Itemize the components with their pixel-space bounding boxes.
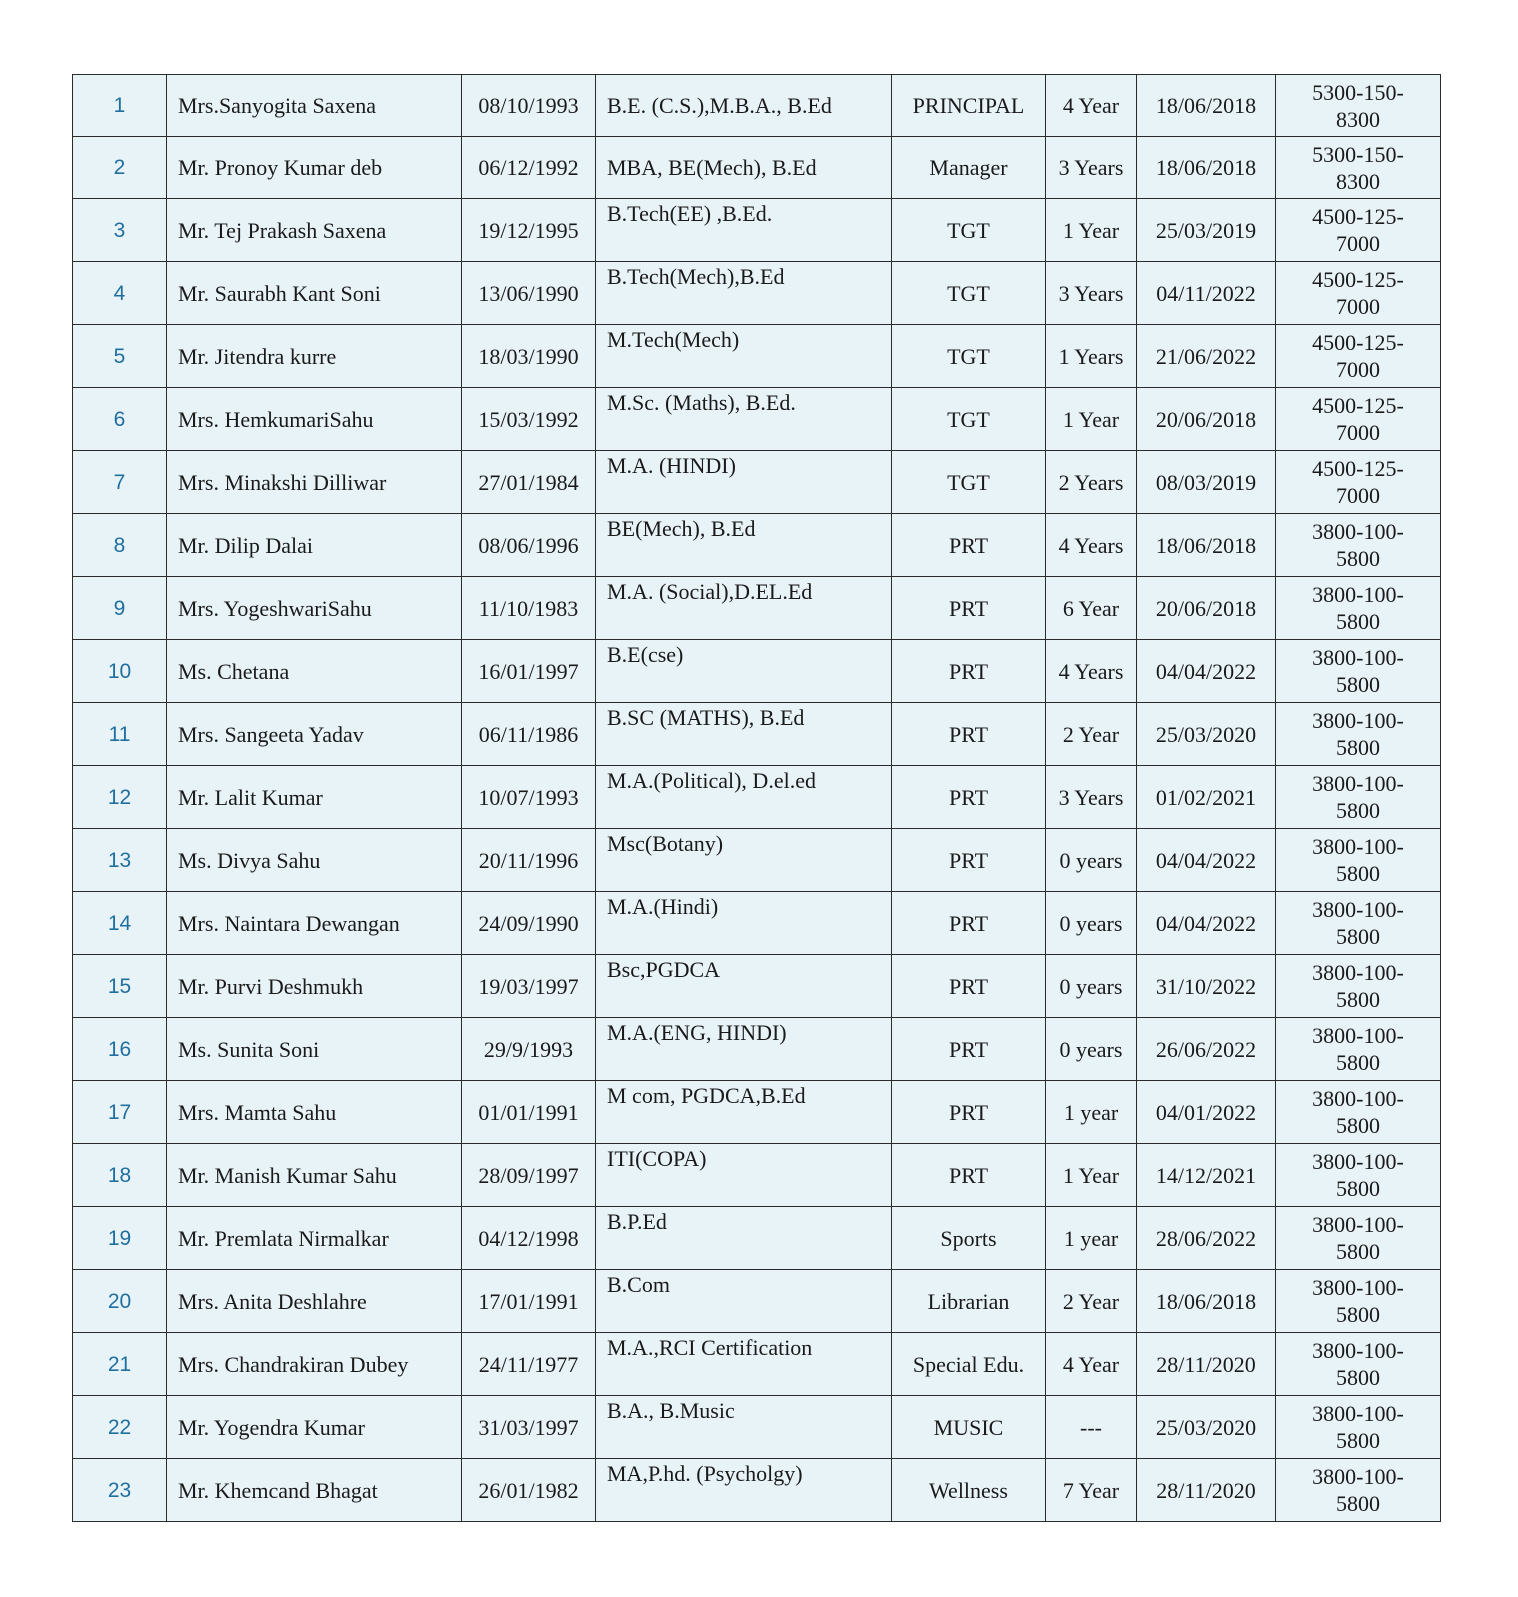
- serial-number-cell: 17: [73, 1081, 167, 1144]
- serial-number-cell: 5: [73, 325, 167, 388]
- qualification-cell: B.P.Ed: [596, 1207, 892, 1270]
- designation-cell: PRT: [892, 577, 1046, 640]
- experience-cell: 4 Years: [1046, 514, 1137, 577]
- staff-table-body: [73, 75, 1441, 1522]
- experience-cell: 1 Year: [1046, 1144, 1137, 1207]
- serial-number-cell: 7: [73, 451, 167, 514]
- pay-scale-cell: 4500-125-7000: [1276, 451, 1441, 514]
- pay-scale-cell: 5300-150-8300: [1276, 137, 1441, 199]
- pay-scale-cell: 3800-100-5800: [1276, 955, 1441, 1018]
- table-row: [73, 262, 1441, 325]
- designation-cell: TGT: [892, 388, 1046, 451]
- experience-cell: 1 year: [1046, 1207, 1137, 1270]
- designation-cell: Librarian: [892, 1270, 1046, 1333]
- pay-scale-cell: 3800-100-5800: [1276, 1270, 1441, 1333]
- joining-date-cell: 04/04/2022: [1137, 892, 1276, 955]
- pay-scale-cell: 4500-125-7000: [1276, 262, 1441, 325]
- experience-cell: 0 years: [1046, 955, 1137, 1018]
- experience-cell: 0 years: [1046, 1018, 1137, 1081]
- serial-number-cell: 8: [73, 514, 167, 577]
- joining-date-cell: 20/06/2018: [1137, 388, 1276, 451]
- serial-number-cell: 11: [73, 703, 167, 766]
- date-of-birth-cell: 24/09/1990: [462, 892, 596, 955]
- pay-scale-cell: 3800-100-5800: [1276, 829, 1441, 892]
- staff-name-cell: Mrs. Anita Deshlahre: [167, 1270, 462, 1333]
- staff-name-cell: Mrs. HemkumariSahu: [167, 388, 462, 451]
- joining-date-cell: 26/06/2022: [1137, 1018, 1276, 1081]
- pay-scale-cell: 3800-100-5800: [1276, 1207, 1441, 1270]
- experience-cell: 0 years: [1046, 829, 1137, 892]
- table-row: [73, 1018, 1441, 1081]
- serial-number-cell: 2: [73, 137, 167, 199]
- staff-name-cell: Mr. Tej Prakash Saxena: [167, 199, 462, 262]
- date-of-birth-cell: 08/06/1996: [462, 514, 596, 577]
- experience-cell: 6 Year: [1046, 577, 1137, 640]
- date-of-birth-cell: 06/12/1992: [462, 137, 596, 199]
- pay-scale-cell: 4500-125-7000: [1276, 325, 1441, 388]
- joining-date-cell: 04/04/2022: [1137, 829, 1276, 892]
- table-row: [73, 325, 1441, 388]
- serial-number-cell: 21: [73, 1333, 167, 1396]
- staff-name-cell: Mrs. Minakshi Dilliwar: [167, 451, 462, 514]
- pay-scale-cell: 3800-100-5800: [1276, 1396, 1441, 1459]
- experience-cell: 1 year: [1046, 1081, 1137, 1144]
- designation-cell: PRT: [892, 640, 1046, 703]
- staff-name-cell: Mr. Premlata Nirmalkar: [167, 1207, 462, 1270]
- staff-name-cell: Mrs. YogeshwariSahu: [167, 577, 462, 640]
- qualification-cell: Bsc,PGDCA: [596, 955, 892, 1018]
- table-row: [73, 1459, 1441, 1522]
- staff-name-cell: Mr. Pronoy Kumar deb: [167, 137, 462, 199]
- qualification-cell: M.A. (HINDI): [596, 451, 892, 514]
- date-of-birth-cell: 26/01/1982: [462, 1459, 596, 1522]
- joining-date-cell: 25/03/2020: [1137, 1396, 1276, 1459]
- serial-number-cell: 19: [73, 1207, 167, 1270]
- table-row: [73, 1396, 1441, 1459]
- designation-cell: TGT: [892, 262, 1046, 325]
- qualification-cell: MA,P.hd. (Psycholgy): [596, 1459, 892, 1522]
- qualification-cell: M.A. (Social),D.EL.Ed: [596, 577, 892, 640]
- staff-name-cell: Ms. Sunita Soni: [167, 1018, 462, 1081]
- experience-cell: 3 Years: [1046, 137, 1137, 199]
- experience-cell: 4 Year: [1046, 1333, 1137, 1396]
- joining-date-cell: 08/03/2019: [1137, 451, 1276, 514]
- staff-name-cell: Mr. Lalit Kumar: [167, 766, 462, 829]
- staff-name-cell: Mr. Saurabh Kant Soni: [167, 262, 462, 325]
- qualification-cell: B.Com: [596, 1270, 892, 1333]
- qualification-cell: M.A.(Political), D.el.ed: [596, 766, 892, 829]
- table-row: [73, 577, 1441, 640]
- table-row: [73, 75, 1441, 137]
- experience-cell: 2 Years: [1046, 451, 1137, 514]
- staff-name-cell: Mrs. Chandrakiran Dubey: [167, 1333, 462, 1396]
- joining-date-cell: 25/03/2019: [1137, 199, 1276, 262]
- staff-name-cell: Mrs. Naintara Dewangan: [167, 892, 462, 955]
- joining-date-cell: 04/01/2022: [1137, 1081, 1276, 1144]
- designation-cell: TGT: [892, 451, 1046, 514]
- date-of-birth-cell: 31/03/1997: [462, 1396, 596, 1459]
- joining-date-cell: 04/11/2022: [1137, 262, 1276, 325]
- designation-cell: PRT: [892, 514, 1046, 577]
- serial-number-cell: 9: [73, 577, 167, 640]
- date-of-birth-cell: 15/03/1992: [462, 388, 596, 451]
- qualification-cell: B.SC (MATHS), B.Ed: [596, 703, 892, 766]
- staff-table: [72, 74, 1441, 1522]
- designation-cell: PRT: [892, 829, 1046, 892]
- table-row: [73, 703, 1441, 766]
- designation-cell: Sports: [892, 1207, 1046, 1270]
- date-of-birth-cell: 18/03/1990: [462, 325, 596, 388]
- designation-cell: Special Edu.: [892, 1333, 1046, 1396]
- staff-name-cell: Ms. Divya Sahu: [167, 829, 462, 892]
- qualification-cell: M.A.(ENG, HINDI): [596, 1018, 892, 1081]
- serial-number-cell: 1: [73, 75, 167, 137]
- qualification-cell: M.Sc. (Maths), B.Ed.: [596, 388, 892, 451]
- qualification-cell: B.Tech(EE) ,B.Ed.: [596, 199, 892, 262]
- staff-name-cell: Mr. Dilip Dalai: [167, 514, 462, 577]
- staff-name-cell: Mrs.Sanyogita Saxena: [167, 75, 462, 137]
- date-of-birth-cell: 28/09/1997: [462, 1144, 596, 1207]
- qualification-cell: M.A.,RCI Certification: [596, 1333, 892, 1396]
- date-of-birth-cell: 06/11/1986: [462, 703, 596, 766]
- staff-name-cell: Mr. Purvi Deshmukh: [167, 955, 462, 1018]
- date-of-birth-cell: 08/10/1993: [462, 75, 596, 137]
- qualification-cell: B.A., B.Music: [596, 1396, 892, 1459]
- qualification-cell: M.Tech(Mech): [596, 325, 892, 388]
- table-row: [73, 1144, 1441, 1207]
- joining-date-cell: 28/11/2020: [1137, 1333, 1276, 1396]
- staff-name-cell: Ms. Chetana: [167, 640, 462, 703]
- joining-date-cell: 28/11/2020: [1137, 1459, 1276, 1522]
- table-row: [73, 1081, 1441, 1144]
- joining-date-cell: 14/12/2021: [1137, 1144, 1276, 1207]
- designation-cell: PRT: [892, 892, 1046, 955]
- serial-number-cell: 4: [73, 262, 167, 325]
- qualification-cell: MBA, BE(Mech), B.Ed: [596, 137, 892, 199]
- designation-cell: PRT: [892, 1018, 1046, 1081]
- pay-scale-cell: 3800-100-5800: [1276, 640, 1441, 703]
- date-of-birth-cell: 20/11/1996: [462, 829, 596, 892]
- staff-name-cell: Mr. Jitendra kurre: [167, 325, 462, 388]
- experience-cell: 3 Years: [1046, 262, 1137, 325]
- pay-scale-cell: 3800-100-5800: [1276, 1333, 1441, 1396]
- pay-scale-cell: 3800-100-5800: [1276, 703, 1441, 766]
- date-of-birth-cell: 01/01/1991: [462, 1081, 596, 1144]
- experience-cell: 1 Years: [1046, 325, 1137, 388]
- experience-cell: 4 Year: [1046, 75, 1137, 137]
- date-of-birth-cell: 19/12/1995: [462, 199, 596, 262]
- serial-number-cell: 16: [73, 1018, 167, 1081]
- joining-date-cell: 18/06/2018: [1137, 1270, 1276, 1333]
- designation-cell: MUSIC: [892, 1396, 1046, 1459]
- experience-cell: 4 Years: [1046, 640, 1137, 703]
- table-row: [73, 1207, 1441, 1270]
- experience-cell: 3 Years: [1046, 766, 1137, 829]
- pay-scale-cell: 3800-100-5800: [1276, 577, 1441, 640]
- experience-cell: 1 Year: [1046, 199, 1137, 262]
- experience-cell: ---: [1046, 1396, 1137, 1459]
- pay-scale-cell: 3800-100-5800: [1276, 892, 1441, 955]
- designation-cell: PRT: [892, 955, 1046, 1018]
- date-of-birth-cell: 04/12/1998: [462, 1207, 596, 1270]
- joining-date-cell: 31/10/2022: [1137, 955, 1276, 1018]
- pay-scale-cell: 3800-100-5800: [1276, 1459, 1441, 1522]
- staff-name-cell: Mr. Khemcand Bhagat: [167, 1459, 462, 1522]
- joining-date-cell: 20/06/2018: [1137, 577, 1276, 640]
- experience-cell: 2 Year: [1046, 1270, 1137, 1333]
- pay-scale-cell: 5300-150-8300: [1276, 75, 1441, 137]
- joining-date-cell: 04/04/2022: [1137, 640, 1276, 703]
- serial-number-cell: 10: [73, 640, 167, 703]
- pay-scale-cell: 3800-100-5800: [1276, 1018, 1441, 1081]
- joining-date-cell: 01/02/2021: [1137, 766, 1276, 829]
- staff-name-cell: Mr. Yogendra Kumar: [167, 1396, 462, 1459]
- qualification-cell: M.A.(Hindi): [596, 892, 892, 955]
- designation-cell: Manager: [892, 137, 1046, 199]
- serial-number-cell: 20: [73, 1270, 167, 1333]
- designation-cell: PRT: [892, 1081, 1046, 1144]
- designation-cell: PRINCIPAL: [892, 75, 1046, 137]
- serial-number-cell: 14: [73, 892, 167, 955]
- designation-cell: PRT: [892, 703, 1046, 766]
- table-row: [73, 829, 1441, 892]
- experience-cell: 2 Year: [1046, 703, 1137, 766]
- qualification-cell: ITI(COPA): [596, 1144, 892, 1207]
- date-of-birth-cell: 13/06/1990: [462, 262, 596, 325]
- table-row: [73, 451, 1441, 514]
- serial-number-cell: 3: [73, 199, 167, 262]
- date-of-birth-cell: 10/07/1993: [462, 766, 596, 829]
- qualification-cell: BE(Mech), B.Ed: [596, 514, 892, 577]
- serial-number-cell: 18: [73, 1144, 167, 1207]
- date-of-birth-cell: 11/10/1983: [462, 577, 596, 640]
- experience-cell: 0 years: [1046, 892, 1137, 955]
- table-row: [73, 137, 1441, 199]
- serial-number-cell: 22: [73, 1396, 167, 1459]
- date-of-birth-cell: 16/01/1997: [462, 640, 596, 703]
- staff-name-cell: Mrs. Mamta Sahu: [167, 1081, 462, 1144]
- experience-cell: 7 Year: [1046, 1459, 1137, 1522]
- serial-number-cell: 12: [73, 766, 167, 829]
- date-of-birth-cell: 24/11/1977: [462, 1333, 596, 1396]
- pay-scale-cell: 4500-125-7000: [1276, 388, 1441, 451]
- serial-number-cell: 15: [73, 955, 167, 1018]
- designation-cell: TGT: [892, 199, 1046, 262]
- table-row: [73, 766, 1441, 829]
- date-of-birth-cell: 27/01/1984: [462, 451, 596, 514]
- experience-cell: 1 Year: [1046, 388, 1137, 451]
- table-row: [73, 955, 1441, 1018]
- table-row: [73, 199, 1441, 262]
- joining-date-cell: 18/06/2018: [1137, 514, 1276, 577]
- staff-name-cell: Mr. Manish Kumar Sahu: [167, 1144, 462, 1207]
- qualification-cell: Msc(Botany): [596, 829, 892, 892]
- joining-date-cell: 25/03/2020: [1137, 703, 1276, 766]
- designation-cell: PRT: [892, 1144, 1046, 1207]
- table-row: [73, 1270, 1441, 1333]
- designation-cell: TGT: [892, 325, 1046, 388]
- joining-date-cell: 18/06/2018: [1137, 137, 1276, 199]
- qualification-cell: M com, PGDCA,B.Ed: [596, 1081, 892, 1144]
- joining-date-cell: 28/06/2022: [1137, 1207, 1276, 1270]
- table-row: [73, 1333, 1441, 1396]
- joining-date-cell: 18/06/2018: [1137, 75, 1276, 137]
- table-row: [73, 388, 1441, 451]
- designation-cell: Wellness: [892, 1459, 1046, 1522]
- qualification-cell: B.E(cse): [596, 640, 892, 703]
- date-of-birth-cell: 19/03/1997: [462, 955, 596, 1018]
- serial-number-cell: 13: [73, 829, 167, 892]
- table-row: [73, 514, 1441, 577]
- table-row: [73, 640, 1441, 703]
- qualification-cell: B.Tech(Mech),B.Ed: [596, 262, 892, 325]
- serial-number-cell: 23: [73, 1459, 167, 1522]
- staff-name-cell: Mrs. Sangeeta Yadav: [167, 703, 462, 766]
- designation-cell: PRT: [892, 766, 1046, 829]
- pay-scale-cell: 4500-125-7000: [1276, 199, 1441, 262]
- date-of-birth-cell: 29/9/1993: [462, 1018, 596, 1081]
- pay-scale-cell: 3800-100-5800: [1276, 766, 1441, 829]
- pay-scale-cell: 3800-100-5800: [1276, 1144, 1441, 1207]
- joining-date-cell: 21/06/2022: [1137, 325, 1276, 388]
- qualification-cell: B.E. (C.S.),M.B.A., B.Ed: [596, 75, 892, 137]
- pay-scale-cell: 3800-100-5800: [1276, 514, 1441, 577]
- pay-scale-cell: 3800-100-5800: [1276, 1081, 1441, 1144]
- serial-number-cell: 6: [73, 388, 167, 451]
- date-of-birth-cell: 17/01/1991: [462, 1270, 596, 1333]
- table-row: [73, 892, 1441, 955]
